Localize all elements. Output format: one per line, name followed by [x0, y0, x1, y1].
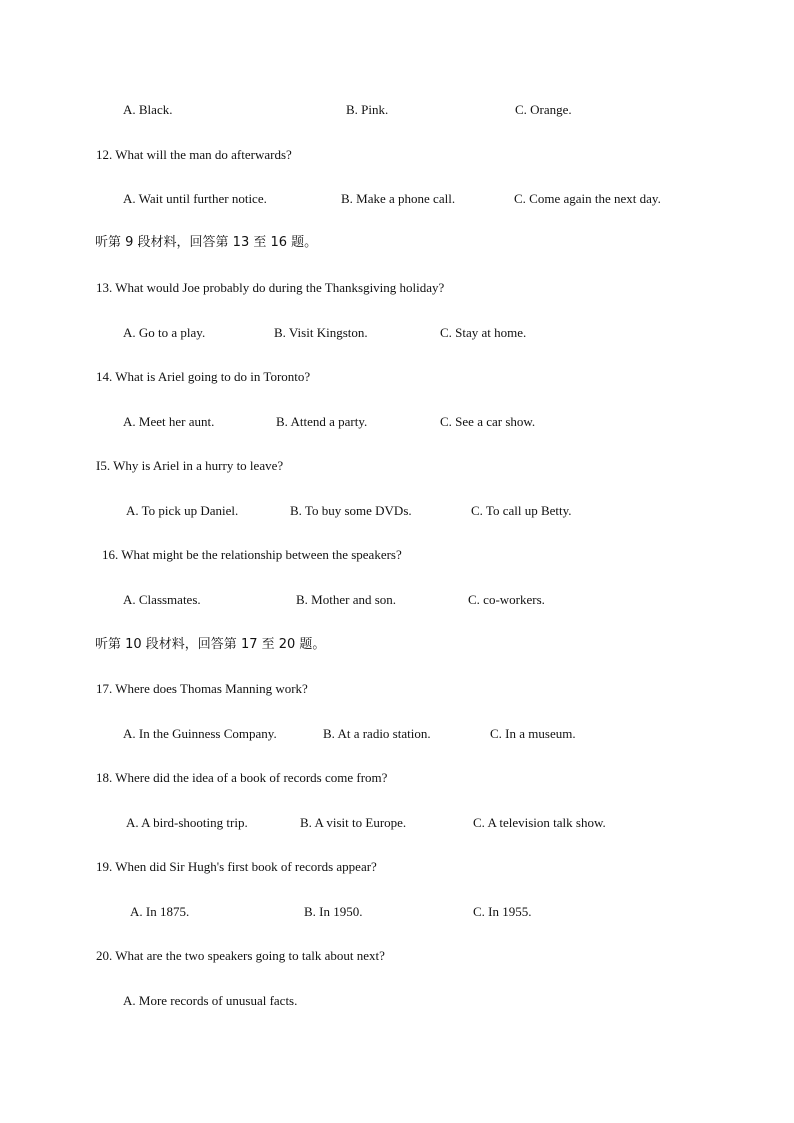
q18-option-c: C. A television talk show.: [473, 815, 606, 830]
q16-option-a: A. Classmates.: [123, 592, 201, 607]
section-10-heading: 听第 10 段材料，回答第 17 至 20 题。: [95, 637, 326, 652]
q17-option-b: B. At a radio station.: [323, 726, 431, 741]
q16-question: 16. What might be the relationship between the speakers?: [102, 547, 402, 562]
q16-option-c: C. co-workers.: [468, 592, 545, 607]
q13-option-b: B. Visit Kingston.: [274, 325, 368, 340]
q19-option-c: C. In 1955.: [473, 904, 532, 919]
q19-option-a: A. In 1875.: [130, 904, 190, 919]
q14-option-c: C. See a car show.: [440, 414, 536, 429]
q13-question: 13. What would Joe probably do during the Thanksgiving holiday?: [96, 280, 445, 295]
q19-option-b: B. In 1950.: [304, 904, 363, 919]
q13-option-a: A. Go to a play.: [123, 325, 206, 340]
q11-option-a: A. Black.: [123, 102, 173, 117]
q20-option-a: A. More records of unusual facts.: [123, 993, 298, 1008]
q15-option-c: C. To call up Betty.: [471, 503, 572, 518]
q19-question: 19. When did Sir Hugh's first book of records appear?: [96, 859, 377, 874]
q12-option-b: B. Make a phone call.: [341, 191, 456, 206]
q11-option-b: B. Pink.: [346, 102, 389, 117]
q14-question: 14. What is Ariel going to do in Toronto?: [96, 369, 311, 384]
q20-question: 20. What are the two speakers going to talk about next?: [96, 948, 385, 963]
q11-option-c: C. Orange.: [515, 102, 572, 117]
q18-question: 18. Where did the idea of a book of records come from?: [96, 770, 388, 785]
q18-option-a: A. A bird-shooting trip.: [126, 815, 248, 830]
q13-option-c: C. Stay at home.: [440, 325, 527, 340]
q14-option-b: B. Attend a party.: [276, 414, 368, 429]
q15-question: I5. Why is Ariel in a hurry to leave?: [96, 458, 284, 473]
q12-option-a: A. Wait until further notice.: [123, 191, 267, 206]
q12-question: 12. What will the man do afterwards?: [96, 147, 292, 162]
q15-option-a: A. To pick up Daniel.: [126, 503, 239, 518]
q17-question: 17. Where does Thomas Manning work?: [96, 681, 308, 696]
q17-option-c: C. In a museum.: [490, 726, 576, 741]
q16-option-b: B. Mother and son.: [296, 592, 397, 607]
q12-option-c: C. Come again the next day.: [514, 191, 661, 206]
q15-option-b: B. To buy some DVDs.: [290, 503, 412, 518]
q17-option-a: A. In the Guinness Company.: [123, 726, 277, 741]
section-9-heading: 听第 9 段材料，回答第 13 至 16 题。: [95, 235, 318, 250]
q18-option-b: B. A visit to Europe.: [300, 815, 407, 830]
q14-option-a: A. Meet her aunt.: [123, 414, 215, 429]
